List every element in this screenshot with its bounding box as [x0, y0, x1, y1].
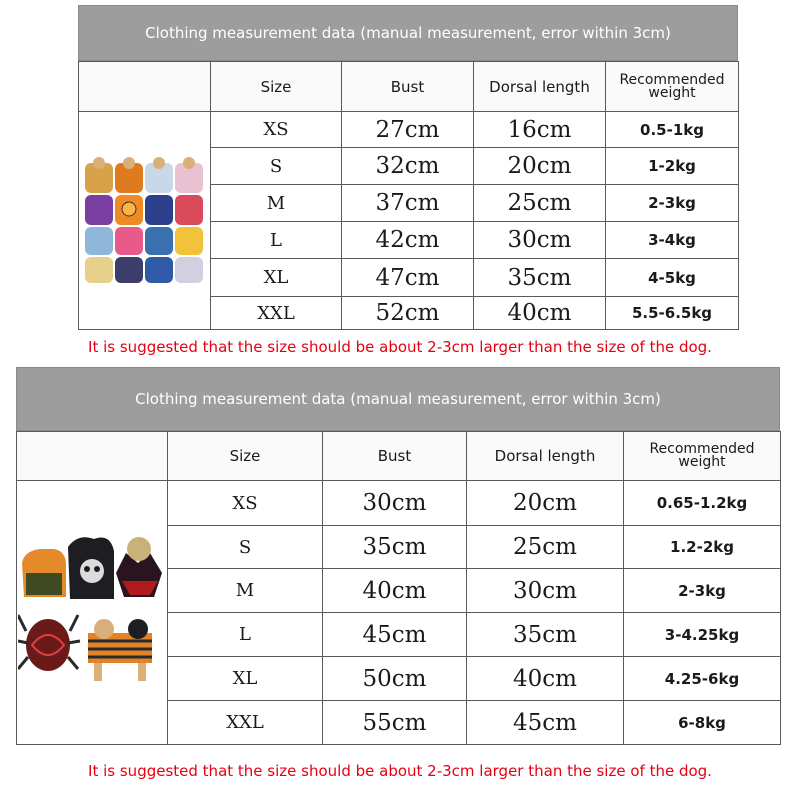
- size-chart-1-title: [78, 5, 738, 61]
- size-chart-2-title: [16, 367, 780, 431]
- bust-cell: 37cm: [342, 185, 474, 222]
- weight-cell: 1-2kg: [606, 148, 739, 185]
- size-chart-2: [16, 431, 781, 745]
- bust-cell: 52cm: [342, 297, 474, 330]
- weight-cell: 1.2-2kg: [624, 526, 781, 569]
- halloween-costumes-image: [18, 533, 166, 693]
- size-cell: XL: [168, 657, 323, 701]
- size-chart-1-header-weight: Recommended weight: [606, 62, 739, 112]
- dog-sweaters-collage-image: [83, 157, 207, 285]
- size-chart-2-header-blank: [17, 432, 168, 481]
- bust-cell: 42cm: [342, 222, 474, 259]
- size-chart-1-header-bust: Bust: [342, 62, 474, 112]
- size-cell: XL: [211, 259, 342, 297]
- size-chart-1-header-row: [79, 62, 739, 112]
- weight-cell: 2-3kg: [606, 185, 739, 222]
- size-chart-2-header-weight: Recommended weight: [624, 432, 781, 481]
- bust-cell: 35cm: [323, 526, 467, 569]
- weight-cell: 6-8kg: [624, 701, 781, 745]
- size-cell: XXL: [211, 297, 342, 330]
- size-cell: XS: [211, 112, 342, 148]
- product-photo-halloween: [17, 481, 168, 745]
- dorsal-cell: 16cm: [474, 112, 606, 148]
- size-cell: L: [168, 613, 323, 657]
- weight-cell: 4-5kg: [606, 259, 739, 297]
- bust-cell: 55cm: [323, 701, 467, 745]
- size-chart-1: [78, 61, 739, 330]
- size-cell: S: [168, 526, 323, 569]
- size-chart-2-header-row: [17, 432, 781, 481]
- dorsal-cell: 25cm: [467, 526, 624, 569]
- bust-cell: 45cm: [323, 613, 467, 657]
- table-row: [17, 481, 781, 526]
- dorsal-cell: 30cm: [474, 222, 606, 259]
- size-chart-1-title-text: Clothing measurement data (manual measurement, error within 3cm): [145, 24, 671, 42]
- size-chart-1-header-size: Size: [211, 62, 342, 112]
- bust-cell: 27cm: [342, 112, 474, 148]
- weight-cell: 0.65-1.2kg: [624, 481, 781, 526]
- dorsal-cell: 25cm: [474, 185, 606, 222]
- size-cell: M: [211, 185, 342, 222]
- size-chart-1-header-blank: [79, 62, 211, 112]
- size-cell: L: [211, 222, 342, 259]
- bust-cell: 40cm: [323, 569, 467, 613]
- size-cell: S: [211, 148, 342, 185]
- bust-cell: 47cm: [342, 259, 474, 297]
- weight-cell: 4.25-6kg: [624, 657, 781, 701]
- bust-cell: 32cm: [342, 148, 474, 185]
- size-chart-2-header-size: Size: [168, 432, 323, 481]
- bust-cell: 50cm: [323, 657, 467, 701]
- weight-cell: 0.5-1kg: [606, 112, 739, 148]
- dorsal-cell: 40cm: [474, 297, 606, 330]
- bust-cell: 30cm: [323, 481, 467, 526]
- dorsal-cell: 40cm: [467, 657, 624, 701]
- weight-cell: 3-4kg: [606, 222, 739, 259]
- dorsal-cell: 35cm: [474, 259, 606, 297]
- table-row: [79, 112, 739, 148]
- size-advice-note-1: It is suggested that the size should be about 2-3cm larger than the size of the dog.: [88, 338, 712, 356]
- size-cell: M: [168, 569, 323, 613]
- dorsal-cell: 20cm: [467, 481, 624, 526]
- dorsal-cell: 45cm: [467, 701, 624, 745]
- dorsal-cell: 35cm: [467, 613, 624, 657]
- weight-cell: 5.5-6.5kg: [606, 297, 739, 330]
- product-photo-sweaters: [79, 112, 211, 330]
- dorsal-cell: 30cm: [467, 569, 624, 613]
- size-cell: XS: [168, 481, 323, 526]
- weight-cell: 3-4.25kg: [624, 613, 781, 657]
- size-advice-note-2: It is suggested that the size should be about 2-3cm larger than the size of the dog.: [88, 762, 712, 780]
- weight-cell: 2-3kg: [624, 569, 781, 613]
- size-chart-2-title-text: Clothing measurement data (manual measurement, error within 3cm): [135, 390, 661, 408]
- size-chart-1-header-dorsal: Dorsal length: [474, 62, 606, 112]
- size-cell: XXL: [168, 701, 323, 745]
- dorsal-cell: 20cm: [474, 148, 606, 185]
- size-chart-2-header-dorsal: Dorsal length: [467, 432, 624, 481]
- size-chart-2-header-bust: Bust: [323, 432, 467, 481]
